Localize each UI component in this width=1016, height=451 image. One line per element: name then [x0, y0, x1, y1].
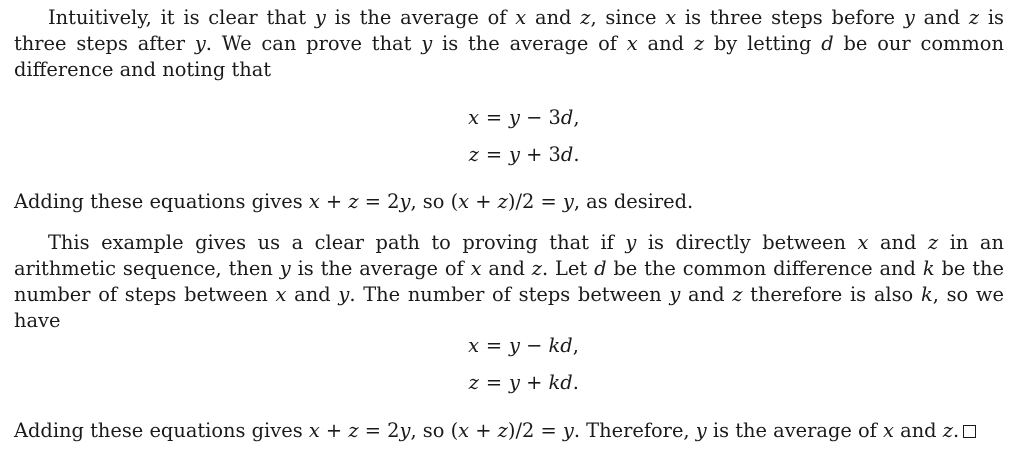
math-variable: k	[922, 257, 935, 280]
text-run: be the number of steps between	[14, 257, 1004, 306]
text-run: and	[893, 419, 943, 442]
math-variable: d	[821, 32, 834, 55]
text-run: This example gives us a clear path to proving that if	[48, 231, 626, 254]
math-variable: y	[314, 6, 326, 29]
math-variable: z	[693, 32, 705, 55]
equation-row	[14, 371, 1004, 408]
text-run: and	[481, 257, 532, 280]
text-run: be our common difference and noting that	[14, 32, 1004, 81]
paragraph-adding-result	[14, 189, 1004, 215]
equation-lhs: x	[468, 334, 479, 357]
math-variable: z	[942, 419, 953, 442]
equation-lhs: z	[468, 371, 479, 394]
equation-row	[14, 106, 1004, 143]
math-variable: z	[927, 231, 939, 254]
math-variable: y	[669, 283, 681, 306]
equation-row	[14, 143, 1004, 180]
text-run: , as desired.	[573, 190, 694, 213]
text-run: be the common difference and	[606, 257, 923, 280]
math-variable: x	[883, 419, 894, 442]
equation-block-kd	[14, 334, 1004, 408]
text-run: . Let	[541, 257, 595, 280]
text-run: , since	[590, 6, 666, 29]
paragraph-intuition	[14, 5, 1004, 83]
math-variable: x	[275, 283, 287, 306]
equation-lhs: z	[468, 143, 479, 166]
text-run: is the average of	[432, 32, 627, 55]
text-run: is the average of	[706, 419, 884, 442]
math-variable: z	[580, 6, 591, 29]
inline-math: (x + z)/2 = y	[450, 190, 574, 213]
text-run: .	[952, 419, 960, 442]
text-run: is three steps after	[14, 6, 1004, 55]
equation-lhs: x	[468, 106, 479, 129]
equation-rhs: y + 3d.	[509, 143, 580, 166]
text-run: is the average of	[325, 6, 516, 29]
text-run: is three steps before	[676, 6, 904, 29]
math-variable: x	[626, 32, 638, 55]
qed-square-icon	[963, 425, 976, 438]
equation-rhs: y + kd.	[509, 371, 579, 394]
math-variable: y	[903, 6, 915, 29]
text-run: and	[286, 283, 339, 306]
equation-rhs: y − kd,	[509, 334, 579, 357]
text-run: . Therefore,	[573, 419, 696, 442]
math-variable: x	[515, 6, 527, 29]
inline-math: x + z = 2y	[308, 190, 411, 213]
math-variable: x	[470, 257, 482, 280]
math-variable: k	[920, 283, 933, 306]
math-variable: x	[857, 231, 869, 254]
text-run: , so	[410, 419, 451, 442]
text-run: in an arithmetic sequence, then	[14, 231, 1004, 280]
text-run: . The number of steps between	[349, 283, 670, 306]
equation-row	[14, 334, 1004, 371]
paragraph-conclusion	[14, 418, 1004, 444]
math-variable: y	[625, 231, 637, 254]
inline-math: (x + z)/2 = y	[450, 419, 574, 442]
equals-sign: =	[485, 371, 503, 394]
inline-math: x + z = 2y	[308, 419, 411, 442]
math-variable: y	[194, 32, 206, 55]
text-run: Adding these equations gives	[14, 190, 309, 213]
text-run: Intuitively, it is clear that	[48, 6, 315, 29]
math-variable: d	[594, 257, 607, 280]
text-run: therefore is also	[742, 283, 921, 306]
text-run: . We can prove that	[205, 32, 422, 55]
text-run: is the average of	[290, 257, 471, 280]
equation-rhs: y − 3d,	[509, 106, 580, 129]
text-run: Adding these equations gives	[14, 419, 309, 442]
text-run: is directly between	[636, 231, 858, 254]
text-run: and	[637, 32, 694, 55]
equals-sign: =	[485, 106, 503, 129]
text-run: , so we have	[14, 283, 1004, 332]
text-run: and	[526, 6, 581, 29]
math-variable: x	[665, 6, 677, 29]
equals-sign: =	[485, 143, 503, 166]
math-variable: y	[695, 419, 707, 442]
equation-block-3d	[14, 106, 1004, 180]
math-variable: z	[531, 257, 542, 280]
text-run: by letting	[704, 32, 822, 55]
math-variable: y	[279, 257, 291, 280]
text-run: and	[680, 283, 733, 306]
text-run: , so	[410, 190, 451, 213]
equals-sign: =	[485, 334, 503, 357]
paragraph-general-proof	[14, 230, 1004, 334]
math-variable: y	[421, 32, 433, 55]
text-run: and	[868, 231, 928, 254]
text-run: and	[914, 6, 969, 29]
math-variable: z	[732, 283, 743, 306]
math-variable: y	[338, 283, 350, 306]
math-variable: z	[968, 6, 980, 29]
